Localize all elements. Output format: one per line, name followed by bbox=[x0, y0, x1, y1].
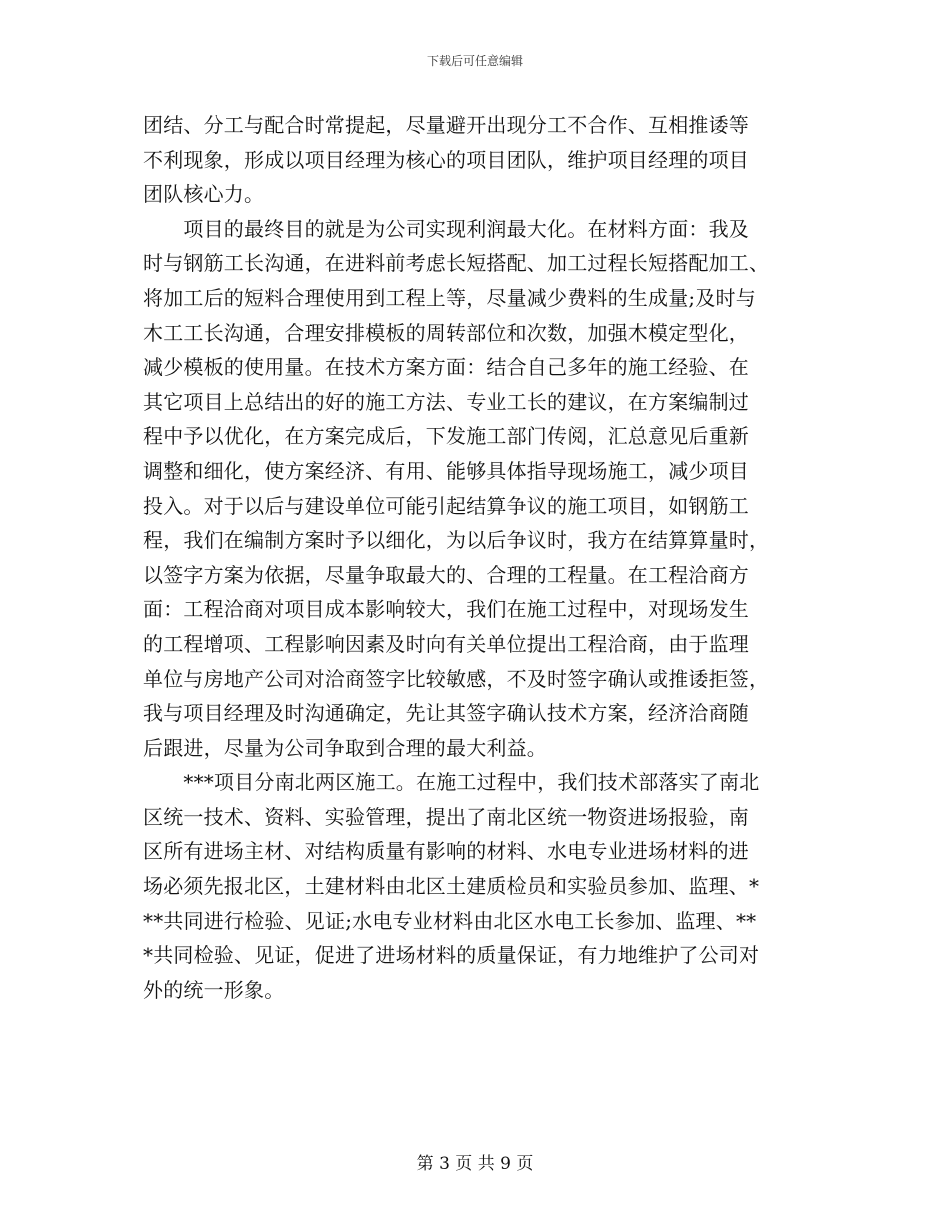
text-line: *共同检验、见证，促进了进场材料的质量保证，有力地维护了公司对 bbox=[143, 943, 760, 968]
text-line: 外的统一形象。 bbox=[143, 977, 285, 1002]
text-line: 的工程增项、工程影响因素及时向有关单位提出工程洽商，由于监理 bbox=[143, 631, 749, 656]
text-line: 团结、分工与配合时常提起，尽量避开出现分工不合作、互相推诿等 bbox=[143, 113, 749, 137]
document-body bbox=[143, 108, 803, 1007]
text-line: 我与项目经理及时沟通确定，先让其签字确认技术方案，经济洽商随 bbox=[143, 701, 749, 726]
text-line: 时与钢筋工长沟通，在进料前考虑长短搭配、加工过程长短搭配加工、 bbox=[143, 251, 770, 276]
text-line: 投入。对于以后与建设单位可能引起结算争议的施工项目，如钢筋工 bbox=[143, 493, 749, 518]
text-line: **共同进行检验、见证;水电专业材料由北区水电工长参加、监理、** bbox=[143, 908, 757, 933]
text-line: 场必须先报北区，土建材料由北区土建质检员和实验员参加、监理、* bbox=[143, 874, 760, 899]
text-line: 木工工长沟通，合理安排模板的周转部位和次数，加强木模定型化， bbox=[143, 320, 749, 345]
text-line: 面：工程洽商对项目成本影响较大，我们在施工过程中，对现场发生 bbox=[143, 597, 749, 622]
text-line: ***项目分南北两区施工。在施工过程中，我们技术部落实了南北 bbox=[143, 770, 760, 795]
text-line: 区统一技术、资料、实验管理，提出了南北区统一物资进场报验，南 bbox=[143, 804, 749, 829]
page-header: 下载后可任意编辑 bbox=[426, 54, 523, 68]
text-line: 以签字方案为依据，尽量争取最大的、合理的工程量。在工程洽商方 bbox=[143, 562, 749, 587]
text-line: 减少模板的使用量。在技术方案方面：结合自己多年的施工经验、在 bbox=[143, 355, 749, 380]
text-line: 其它项目上总结出的好的施工方法、专业工长的建议，在方案编制过 bbox=[143, 389, 749, 414]
text-line: 调整和细化，使方案经济、有用、能够具体指导现场施工，减少项目 bbox=[143, 458, 749, 483]
text-line: 单位与房地产公司对洽商签字比较敏感，不及时签字确认或推诿拒签， bbox=[143, 666, 770, 691]
page-number: 第 3 页 共 9 页 bbox=[416, 1154, 534, 1174]
text-line: 程，我们在编制方案时予以细化，为以后争议时，我方在结算算量时， bbox=[143, 528, 770, 553]
text-line: 将加工后的短料合理使用到工程上等，尽量减少费料的生成量;及时与 bbox=[143, 285, 756, 310]
text-line: 团队核心力。 bbox=[143, 182, 265, 207]
text-line: 不利现象，形成以项目经理为核心的项目团队，维护项目经理的项目 bbox=[143, 147, 749, 172]
text-line: 后跟进，尽量为公司争取到合理的最大利益。 bbox=[143, 735, 547, 760]
text-line: 区所有进场主材、对结构质量有影响的材料、水电专业进场材料的进 bbox=[143, 839, 749, 864]
text-line: 程中予以优化，在方案完成后，下发施工部门传阅，汇总意见后重新 bbox=[143, 424, 749, 449]
text-line: 项目的最终目的就是为公司实现利润最大化。在材料方面：我及 bbox=[143, 216, 749, 241]
